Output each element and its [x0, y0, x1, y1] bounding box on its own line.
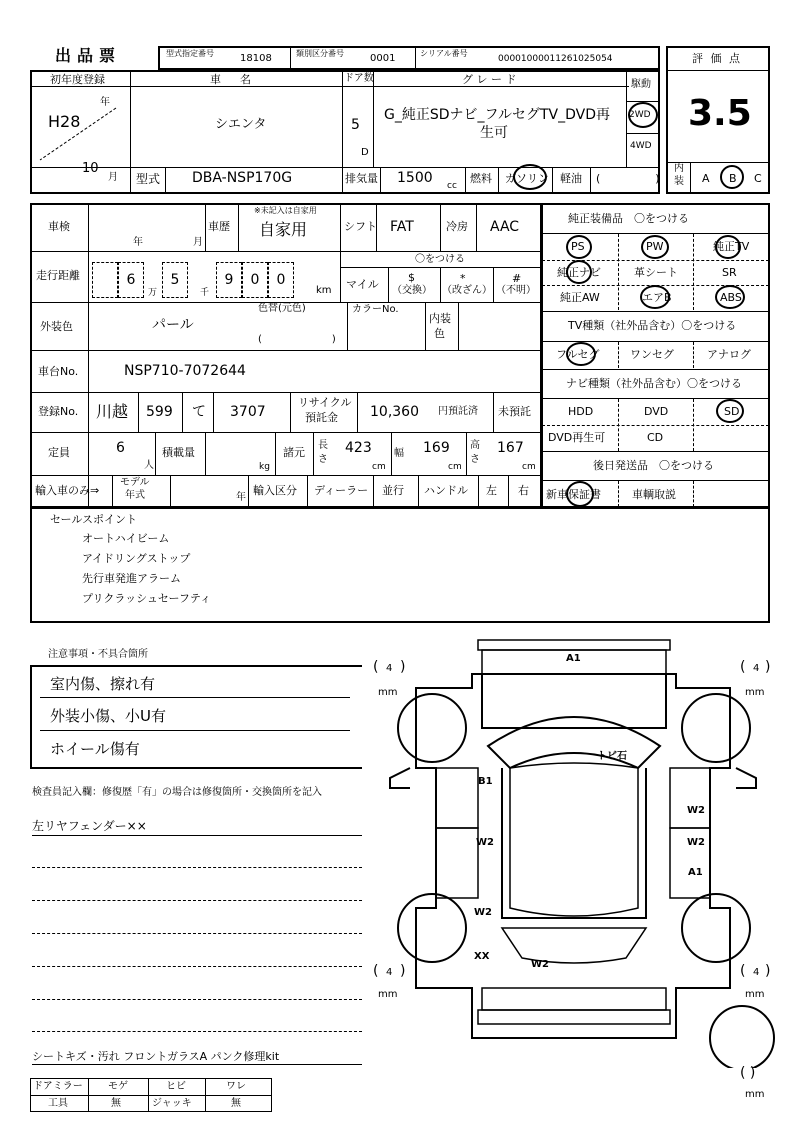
tire-rr-depth: 4 [753, 967, 760, 978]
shaken-label: 車検 [48, 220, 70, 233]
load-unit: kg [259, 462, 270, 472]
recycle-value: 10,360 [370, 404, 419, 420]
mark-a1-top: A1 [566, 653, 581, 664]
navi-title: ナビ種類（社外品含む）〇をつける [566, 377, 742, 390]
height-unit: cm [522, 462, 536, 472]
doors-d: D [361, 147, 369, 158]
mileage-digit-1: 6 [118, 262, 144, 298]
recycle-label-2: 預託金 [305, 411, 338, 424]
disp-value: 1500 [397, 170, 433, 186]
sales-item-4: プリクラッシュセーフティ [82, 592, 212, 605]
tv-fullseg-circle [566, 342, 596, 366]
navi-dvd-play: DVD再生可 [548, 431, 606, 444]
exchange-label: （交換） [392, 285, 432, 296]
sales-box [30, 507, 770, 623]
equip-ps-circle [566, 235, 592, 259]
load-label: 積載量 [162, 446, 195, 459]
light-oil-label: 軽油 [560, 172, 582, 185]
navi-cd: CD [647, 431, 664, 444]
note-1: 室内傷、擦れ有 [50, 675, 156, 693]
width-label: 幅 [394, 448, 404, 459]
tire-fr-paren-open: ( [740, 659, 746, 675]
equip-pw-circle [641, 235, 669, 259]
chassis-label: 車台No. [38, 365, 79, 378]
fuel-label: 燃料 [470, 172, 492, 185]
interior-b: B [729, 172, 737, 185]
recycle-unit: 円預託済 [438, 406, 478, 417]
model-year-unit: 年 [236, 492, 246, 503]
sales-item-1: オートハイビーム [82, 532, 170, 545]
tire-rl-depth: 4 [386, 967, 393, 978]
drive-2wd: 2WD [629, 110, 651, 120]
interior-b-circle [720, 165, 744, 189]
cooler-label: 冷房 [446, 220, 468, 233]
height-label-2: さ [470, 454, 480, 465]
doors-label: ドア数 [344, 73, 374, 84]
shaken-year-unit: 年 [133, 237, 143, 248]
mirror-hibi: ヒビ [166, 1081, 186, 1092]
exchange-symbol: $ [408, 271, 415, 284]
int-color-label-2: 色 [434, 327, 445, 340]
model-value: DBA-NSP170G [192, 170, 293, 186]
capacity-unit: 人 [144, 460, 154, 471]
navi-dvd: DVD [644, 405, 669, 418]
recycle-not: 未預託 [498, 405, 531, 418]
height-value: 167 [497, 440, 524, 456]
drive-4wd: 4WD [630, 141, 652, 151]
inspector-line-1: 左リヤフェンダー×× [32, 819, 147, 833]
tire-rl-paren-close: ) [400, 963, 406, 979]
ruibetsu-label: 類別区分番号 [296, 49, 344, 58]
tire-fl-depth: 4 [386, 663, 393, 674]
serial-value: 00001000011261025054 [498, 54, 613, 64]
year-unit: 年 [100, 97, 110, 108]
mileage-digit-4: 0 [242, 262, 268, 298]
import-label: 輸入車のみ⇒ [35, 484, 100, 497]
form-title: 出品票 [55, 46, 122, 65]
disp-unit: cc [447, 181, 457, 191]
capacity-value: 6 [116, 440, 125, 456]
tire-rl-paren-open: ( [373, 963, 379, 979]
equip-tv: 純正TV [713, 240, 750, 253]
shaken-month-unit: 月 [193, 237, 203, 248]
fumei-label: （不明） [496, 285, 536, 296]
mirror-moge: モゲ [108, 1081, 128, 1092]
equip-abs-circle [715, 285, 745, 309]
mirror-label: ドアミラー [33, 1081, 83, 1092]
kaizan-symbol: * [460, 272, 466, 285]
sales-item-2: アイドリングストップ [82, 552, 191, 565]
later-manual: 車輌取説 [632, 488, 676, 501]
color-paren: ( ) [258, 334, 336, 345]
equip-pw: PW [646, 240, 664, 253]
length-unit: cm [372, 462, 386, 472]
mark-w2-bottom: W2 [531, 959, 549, 970]
shareki-value: 自家用 [259, 220, 308, 239]
parallel-label: 並行 [382, 484, 404, 497]
car-damage-diagram [370, 628, 780, 1068]
equip-airbag-circle [640, 285, 670, 309]
model-year-label-2: 年式 [125, 490, 145, 501]
equip-navi: 純正ナビ [557, 266, 601, 279]
jack-value: 無 [231, 1098, 241, 1109]
handle-label: ハンドル [424, 484, 468, 497]
chassis-value: NSP710-7072644 [124, 363, 246, 379]
shift-value: FAT [390, 219, 414, 235]
later-warranty-circle [566, 481, 594, 507]
dims-label: 諸元 [283, 446, 305, 459]
later-warranty: 新車保証書 [546, 488, 601, 501]
tire-spare-unit: mm [745, 1089, 765, 1100]
dealer-label: ディーラー [314, 484, 369, 497]
drive-label: 駆動 [631, 79, 651, 90]
plate-kana: て [192, 404, 206, 420]
tire-rl-unit: mm [378, 989, 398, 1000]
handle-right: 右 [518, 484, 529, 497]
length-value: 423 [345, 440, 372, 456]
mileage-circle-note: 〇をつける [415, 254, 465, 265]
man-unit: 万 [148, 288, 158, 298]
mark-w2-left: W2 [476, 837, 494, 848]
plate-city: 川越 [96, 402, 129, 421]
tire-rr-unit: mm [745, 989, 765, 1000]
note-3: ホイール傷有 [50, 740, 140, 758]
jack-label: ジャッキ [152, 1098, 192, 1109]
navi-hdd: HDD [568, 405, 594, 418]
tire-fl-paren-open: ( [373, 659, 379, 675]
mark-w2-left-2: W2 [474, 907, 492, 918]
ext-color-value: パール [152, 317, 194, 333]
fuel-gasoline-circle [513, 164, 547, 190]
grade-label: グ レ ー ド [462, 73, 517, 86]
serial-label: シリアル番号 [420, 49, 468, 58]
tools-value: 無 [111, 1098, 121, 1109]
equip-leather: 革シート [634, 266, 678, 279]
tools-label: 工具 [48, 1098, 68, 1109]
cooler-value: AAC [490, 219, 520, 235]
tire-fr-paren-close: ) [765, 659, 771, 675]
mile-label: マイル [346, 278, 379, 291]
kata-label: 型式指定番号 [166, 49, 214, 58]
mark-b1: B1 [478, 776, 493, 787]
drive-2wd-circle [628, 102, 658, 128]
fuel-value: ガソリン [505, 172, 549, 185]
light-oil-paren: ( ) [596, 172, 660, 185]
later-title: 後日発送品 〇をつける [593, 459, 714, 472]
tire-fr-depth: 4 [753, 663, 760, 674]
disp-label: 排気量 [345, 172, 378, 185]
width-value: 169 [423, 440, 450, 456]
interior-c: C [754, 172, 762, 185]
equip-tv-circle [715, 235, 741, 259]
shareki-note: ※未記入は自家用 [254, 206, 317, 215]
doors-value: 5 [351, 117, 360, 133]
score-label: 評 価 点 [692, 52, 742, 65]
capacity-label: 定員 [48, 446, 70, 459]
first-reg-era: H28 [48, 112, 81, 131]
shift-label: シフト [344, 220, 377, 233]
fumei-symbol: # [512, 272, 522, 285]
note-2: 外装小傷、小U有 [50, 707, 166, 725]
sales-title: セールスポイント [50, 513, 138, 526]
irokae-label: 色替(元色) [258, 303, 306, 314]
color-no-label: カラーNo. [352, 304, 399, 315]
mirror-ware: ワレ [226, 1081, 246, 1092]
inspector-title: 検査員記入欄：修復歴「有」の場合は修復箇所・交換箇所を記入 [32, 787, 322, 798]
car-name-value: シエンタ [215, 117, 267, 132]
notes-title: 注意事項・不具合箇所 [48, 649, 148, 660]
plate-number: 3707 [230, 404, 266, 420]
kata-value: 18108 [240, 53, 272, 64]
tire-spare-paren: ( ) [740, 1065, 756, 1081]
first-reg-month: 10 [82, 161, 99, 176]
km-unit: km [316, 285, 332, 296]
plate-class: 599 [146, 404, 173, 420]
width-unit: cm [448, 462, 462, 472]
tire-fl-paren-close: ) [400, 659, 406, 675]
sales-item-3: 先行車発進アラーム [82, 572, 181, 585]
tv-fullseg: フルセグ [556, 348, 600, 361]
navi-sd: SD [724, 405, 740, 418]
length-label: 長 [318, 440, 328, 451]
mileage-digit-5: 0 [268, 262, 294, 298]
first-reg-label: 初年度登録 [50, 73, 105, 86]
mileage-digit-2: 5 [162, 262, 188, 298]
recycle-label: リサイクル [298, 396, 352, 409]
ext-color-label: 外装色 [40, 320, 73, 333]
equip-airbag: エアB [642, 291, 672, 304]
car-name-label: 車 名 [210, 73, 255, 86]
tv-analog: アナログ [707, 348, 751, 361]
int-color-label: 内装 [429, 312, 451, 325]
tire-rr-paren-close: ) [765, 963, 771, 979]
equip-aw: 純正AW [560, 291, 600, 304]
kaizan-label: （改ざん） [442, 285, 492, 296]
equip-navi-circle [566, 260, 592, 284]
sen-unit: 千 [200, 288, 210, 298]
mark-w2-right-2: W2 [687, 837, 705, 848]
height-label: 高 [470, 440, 480, 451]
month-unit: 月 [108, 172, 118, 183]
mileage-label: 走行距離 [36, 269, 80, 282]
handle-left: 左 [486, 484, 497, 497]
interior-label: 内 [674, 163, 684, 174]
inspector-bottom-line: シートキズ・汚れ フロントガラスA パンク修理kit [32, 1050, 280, 1063]
tire-rr-paren-open: ( [740, 963, 746, 979]
plate-label: 登録No. [38, 405, 79, 418]
interior-a: A [702, 172, 710, 185]
mileage-digit-3: 9 [216, 262, 242, 298]
ruibetsu-value: 0001 [370, 53, 396, 64]
mark-xx: XX [474, 951, 490, 962]
mark-w2-right-1: W2 [687, 805, 705, 816]
mark-tobi: トビ石 [597, 751, 627, 762]
grade-line2: 生可 [480, 125, 508, 141]
grade-line1: G_純正SDナビ_フルセグTV_DVD再 [384, 107, 610, 123]
equip-ps: PS [571, 240, 585, 253]
equip-abs: ABS [720, 291, 742, 304]
mark-a1-right: A1 [688, 867, 703, 878]
model-label: 型式 [136, 172, 161, 186]
shareki-label: 車歴 [208, 220, 230, 233]
model-year-label: モデル [120, 477, 150, 488]
navi-sd-circle [716, 399, 744, 423]
tv-oneseg: ワンセグ [630, 348, 674, 361]
score-value: 3.5 [688, 93, 752, 134]
equipment-title: 純正装備品 〇をつける [568, 212, 689, 225]
length-label-2: さ [318, 454, 328, 465]
tire-fr-unit: mm [745, 687, 765, 698]
tire-fl-unit: mm [378, 687, 398, 698]
equip-sr: SR [722, 266, 737, 279]
import-class-label: 輸入区分 [253, 484, 297, 497]
tv-title: TV種類（社外品含む）〇をつける [568, 319, 737, 332]
interior-label-2: 装 [674, 176, 684, 187]
